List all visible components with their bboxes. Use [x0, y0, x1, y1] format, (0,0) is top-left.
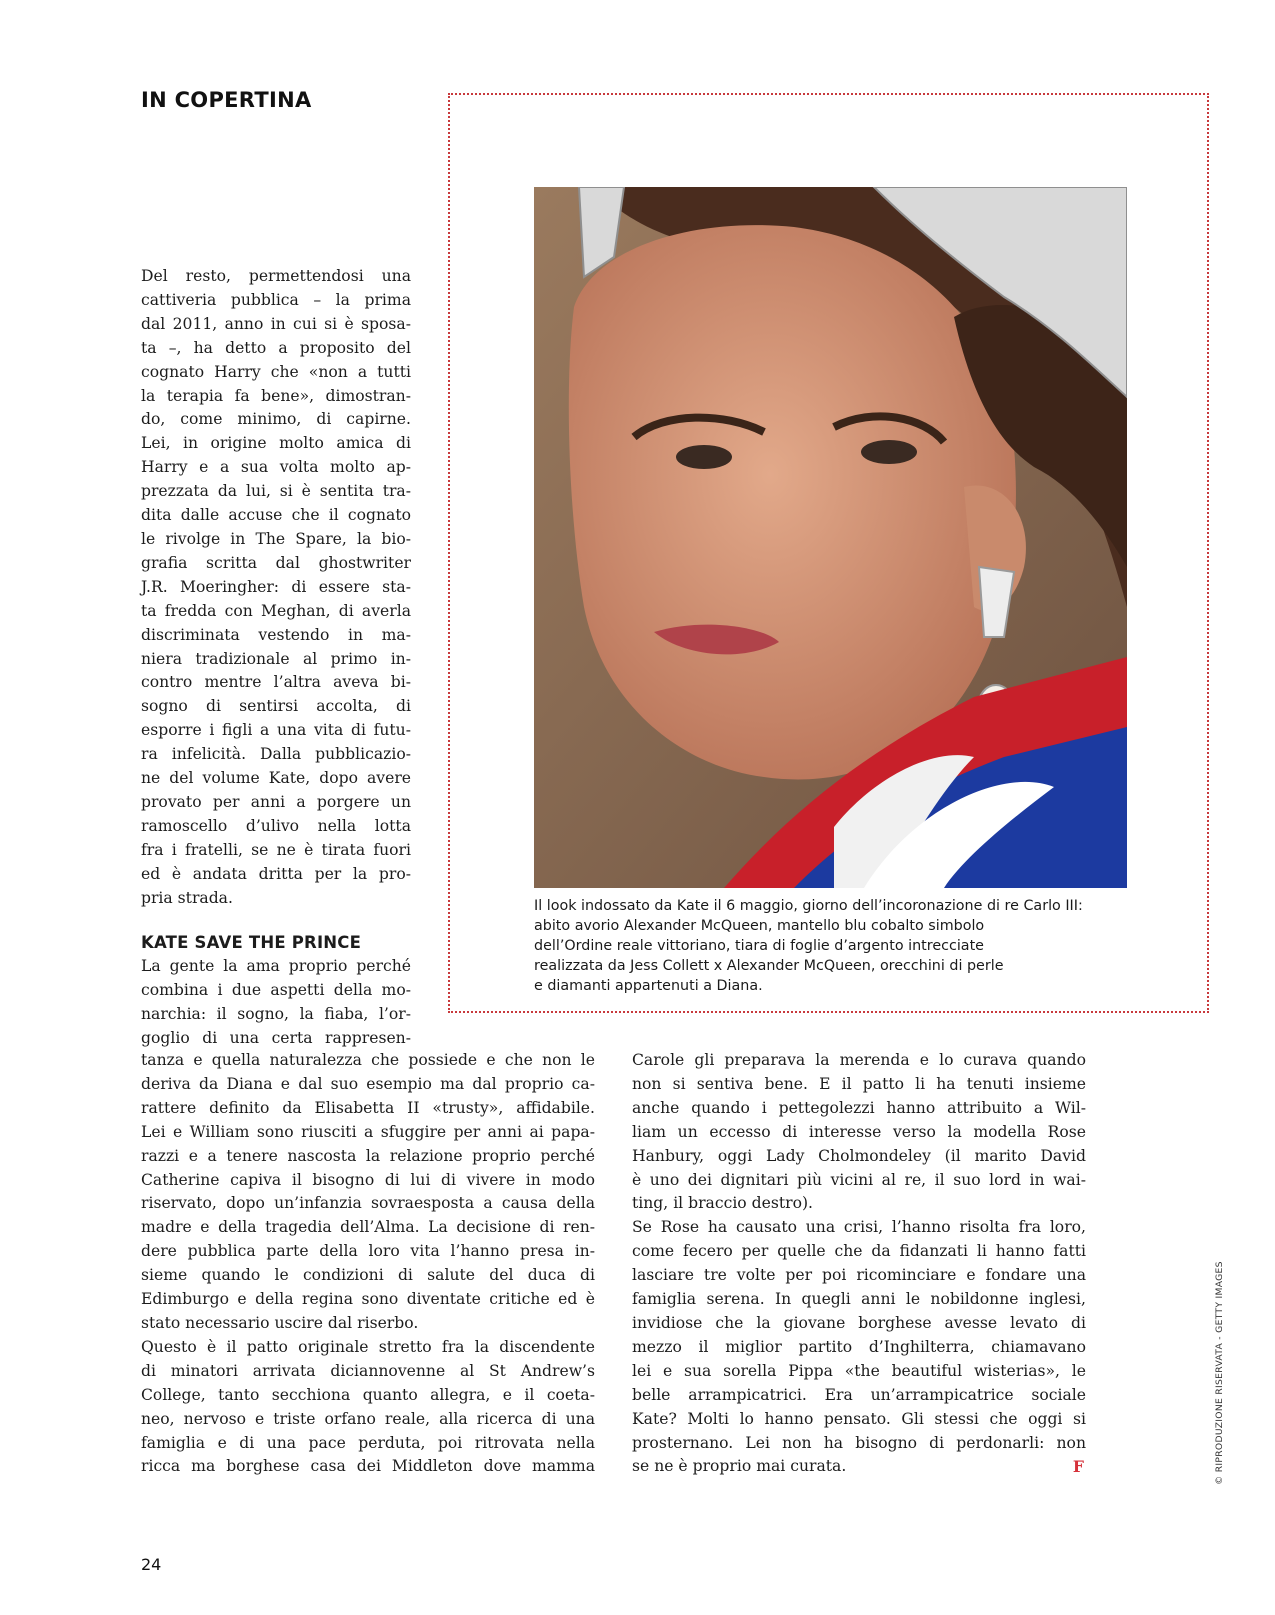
text-line: Carole gli preparava la merenda e lo curava quando	[632, 1051, 1086, 1069]
portrait-photo-icon	[534, 187, 1127, 888]
text-line: provato per anni a porgere un	[141, 792, 411, 811]
text-line: famiglia e di una pace perduta, poi ritrovata nella	[141, 1433, 595, 1452]
text-line: do, come minimo, di capirne.	[141, 410, 411, 429]
text-line: ra infelicità. Dalla pubblicazio-	[141, 745, 411, 764]
text-line: lasciare tre volte per poi ricominciare e fondare una	[632, 1266, 1086, 1285]
text-line: J.R. Moeringher: di essere sta-	[141, 577, 411, 596]
text-line: madre e della tragedia dell’Alma. La decisione di ren-	[141, 1218, 595, 1237]
text-line: tanza e quella naturalezza che possiede e che non le	[141, 1051, 595, 1069]
text-line: le rivolge in The Spare, la bio-	[141, 529, 411, 548]
text-line: ta –, ha detto a proposito del	[141, 338, 411, 357]
text-line: ricca ma borghese casa dei Middleton dove mamma	[141, 1457, 595, 1476]
text-line: belle arrampicatrici. Era un’arrampicatrice sociale	[632, 1385, 1086, 1404]
text-line: sogno di sentirsi accolta, di	[141, 697, 411, 716]
text-line: dere pubblica parte della loro vita l’hanno presa in-	[141, 1242, 595, 1261]
article-column-1b	[141, 931, 411, 1051]
text-line: razzi e a tenere nascosta la relazione proprio perché	[141, 1146, 595, 1165]
caption-line: e diamanti appartenuti a Diana.	[534, 978, 763, 994]
text-line: Harry e a sua volta molto ap-	[141, 458, 411, 477]
caption-line: Il look indossato da Kate il 6 maggio, giorno dell’incoronazione di re Carlo III:	[534, 898, 1083, 914]
text-line: è uno dei dignitari più vicini al re, il suo lord in wai-	[632, 1170, 1086, 1189]
text-line: Lei, in origine molto amica di	[141, 434, 411, 453]
page-number: 24	[141, 1555, 162, 1574]
text-line: lei e sua sorella Pippa «the beautiful wisterias», le	[632, 1361, 1086, 1380]
text-line: narchia: il sogno, la fiaba, l’or-	[141, 1004, 411, 1023]
text-line: Hanbury, oggi Lady Cholmondeley (il marito David	[632, 1146, 1086, 1165]
text-line: deriva da Diana e dal suo esempio ma dal proprio ca-	[141, 1074, 595, 1093]
text-line: Kate? Molti lo hanno pensato. Gli stessi che oggi si	[632, 1409, 1086, 1428]
text-line: College, tanto secchiona quanto allegra, e il coeta-	[141, 1385, 595, 1404]
text-line: dita dalle accuse che il cognato	[141, 506, 411, 525]
article-column-1	[141, 265, 411, 910]
text-line: liam un eccesso di interesse verso la modella Rose	[632, 1122, 1086, 1141]
text-line: mezzo il miglior partito d’Inghilterra, chiamavano	[632, 1337, 1086, 1356]
text-line: ramoscello d’ulivo nella lotta	[141, 816, 411, 835]
caption-line: realizzata da Jess Collett x Alexander McQueen, orecchini di perle	[534, 958, 1004, 974]
text-line: ed è andata dritta per la pro-	[141, 864, 411, 883]
text-line: esporre i figli a una vita di futu-	[141, 721, 411, 740]
text-line: cognato Harry che «non a tutti	[141, 362, 411, 381]
text-line: contro mentre l’altra aveva bi-	[141, 673, 411, 692]
text-line: riservato, dopo un’infanzia sovraesposta a causa della	[141, 1194, 595, 1213]
text-line: dal 2011, anno in cui si è sposa-	[141, 314, 411, 333]
text-line: Lei e William sono riusciti a sfuggire per anni ai papa-	[141, 1122, 595, 1141]
subheading: KATE SAVE THE PRINCE	[141, 933, 362, 952]
text-line: la terapia fa bene», dimostran-	[141, 386, 411, 405]
end-mark: F	[1072, 1457, 1084, 1477]
text-line: ting, il braccio destro).	[632, 1194, 814, 1213]
text-line: come fecero per quelle che da fidanzati li hanno fatti	[632, 1242, 1086, 1261]
text-line: Questo è il patto originale stretto fra la discendente	[141, 1337, 595, 1356]
text-line: pria strada.	[141, 888, 233, 907]
text-line: anche quando i pettegolezzi hanno attribuito a Wil-	[632, 1098, 1086, 1117]
text-line: stato necessario uscire dal riserbo.	[141, 1313, 419, 1332]
cover-photo	[534, 187, 1127, 888]
text-line-last	[632, 1455, 1086, 1479]
text-line: invidiose che la giovane borghese avesse levato di	[632, 1313, 1086, 1332]
text-line: niera tradizionale al primo in-	[141, 649, 411, 668]
text-line: fra i fratelli, se ne è tirata fuori	[141, 840, 411, 859]
caption-line: dell’Ordine reale vittoriano, tiara di foglie d’argento intrecciate	[534, 938, 984, 954]
text-line: cattiveria pubblica – la prima	[141, 290, 411, 309]
text-line: neo, nervoso e triste orfano reale, alla ricerca di una	[141, 1409, 595, 1428]
section-title: IN COPERTINA	[141, 88, 312, 112]
text-line: prezzata da lui, si è sentita tra-	[141, 482, 411, 501]
text-line: Se Rose ha causato una crisi, l’hanno risolta fra loro,	[632, 1218, 1086, 1237]
text-line: se ne è proprio mai curata.	[632, 1457, 847, 1476]
article-column-2	[141, 1049, 595, 1479]
text-line: rattere definito da Elisabetta II «trusty», affidabile.	[141, 1098, 595, 1117]
text-line: combina i due aspetti della mo-	[141, 980, 411, 999]
text-line: prosternano. Lei non ha bisogno di perdonarli: non	[632, 1433, 1086, 1452]
photo-caption	[534, 896, 1134, 996]
text-line: di minatori arrivata diciannovenne al St Andrew’s	[141, 1361, 595, 1380]
text-line: discriminata vestendo in ma-	[141, 625, 411, 644]
photo-credit: © RIPRODUZIONE RISERVATA - GETTY IMAGES	[1214, 1261, 1225, 1485]
text-line: Catherine capiva il bisogno di lui di vivere in modo	[141, 1170, 595, 1189]
article-column-3	[632, 1049, 1086, 1479]
text-line: La gente la ama proprio perché	[141, 957, 411, 975]
text-line: Del resto, permettendosi una	[141, 267, 411, 285]
text-line: sieme quando le condizioni di salute del duca di	[141, 1266, 595, 1285]
text-line: grafia scritta dal ghostwriter	[141, 553, 411, 572]
text-line: ta fredda con Meghan, di averla	[141, 601, 411, 620]
caption-line: abito avorio Alexander McQueen, mantello blu cobalto simbolo	[534, 918, 985, 934]
text-line: goglio di una certa rappresen-	[141, 1028, 411, 1047]
text-line: Edimburgo e della regina sono diventate critiche ed è	[141, 1290, 595, 1309]
text-line: ne del volume Kate, dopo avere	[141, 769, 411, 788]
text-line: non si sentiva bene. E il patto li ha tenuti insieme	[632, 1074, 1086, 1093]
text-line: famiglia serena. In quegli anni le nobildonne inglesi,	[632, 1290, 1086, 1309]
